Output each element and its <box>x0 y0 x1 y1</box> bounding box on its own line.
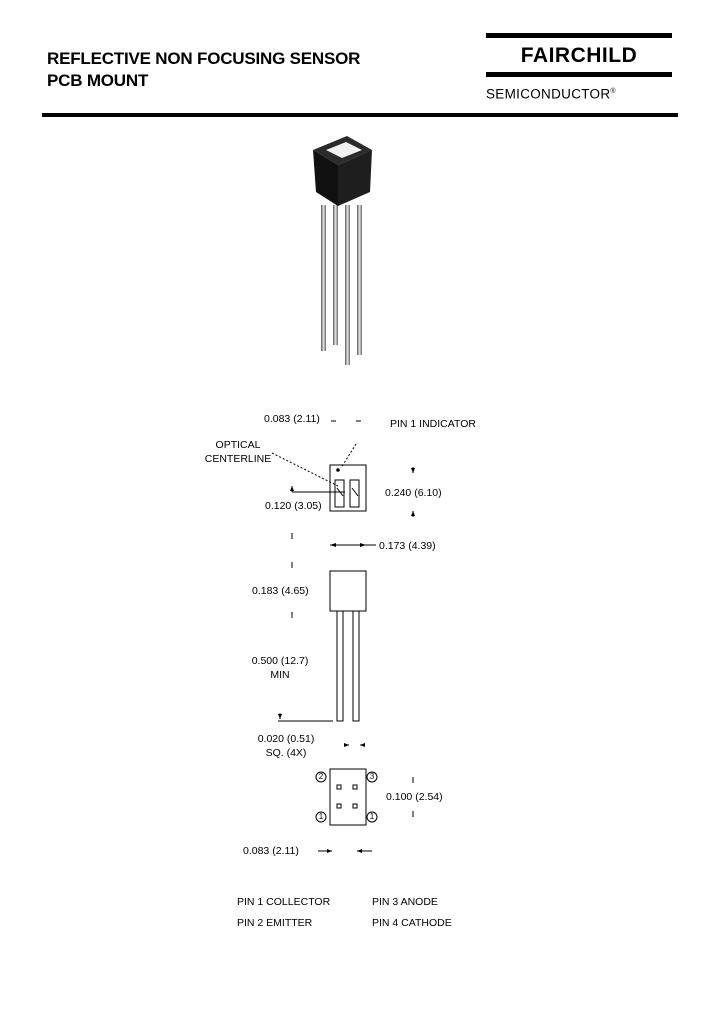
dim-body-length: 0.240 (6.10) <box>385 487 442 499</box>
pin-marker-br: 1 <box>369 812 375 821</box>
pin1-assignment: PIN 1 COLLECTOR <box>237 896 331 908</box>
logo-subtitle-text: SEMICONDUCTOR <box>486 86 611 102</box>
optical-leader <box>272 453 338 486</box>
pin3-assignment: PIN 3 ANODE <box>372 896 438 908</box>
side-view-lead-1 <box>337 611 343 721</box>
optical-label-line2: CENTERLINE <box>204 453 272 465</box>
arrow-head-length-top <box>411 468 415 473</box>
window-diagonal-2 <box>352 488 358 496</box>
side-view-body <box>330 571 366 611</box>
pin-marker-bl: 1 <box>318 812 324 821</box>
lead-square-2 <box>353 785 357 789</box>
document-title-line2: PCB MOUNT <box>47 71 149 90</box>
dim-top-width: 0.083 (2.11) <box>264 413 320 425</box>
top-view-emitter-window <box>335 480 344 507</box>
arrow-head-optical <box>290 486 294 491</box>
logo-wordmark: FAIRCHILD <box>520 44 638 67</box>
lead-square-1 <box>337 785 341 789</box>
arrow-head-length-bottom <box>411 511 415 516</box>
lead-photo-1 <box>321 205 326 351</box>
dim-lead-pitch: 0.100 (2.54) <box>386 791 443 803</box>
pin4-assignment: PIN 4 CATHODE <box>372 917 452 929</box>
pin1-leader <box>341 444 356 468</box>
pin-marker-tr: 3 <box>369 772 375 781</box>
dimension-arrows <box>280 421 413 851</box>
dim-lead-size-line2: SQ. (4X) <box>265 747 307 759</box>
lead-square-3 <box>337 804 341 808</box>
arrow-head-spacing-right <box>357 849 362 853</box>
dim-body-width: 0.173 (4.39) <box>379 540 436 552</box>
dim-lead-length-line2: MIN <box>270 669 290 681</box>
side-view-lead-2 <box>353 611 359 721</box>
optical-label-line1: OPTICAL <box>215 439 261 451</box>
logo-registered-mark: ® <box>610 88 616 95</box>
arrow-head-width-left <box>330 543 336 547</box>
dim-lead-length-line1: 0.500 (12.7) <box>251 655 309 667</box>
lead-photo-4 <box>357 205 362 355</box>
dim-lead-spacing: 0.083 (2.11) <box>243 845 299 857</box>
bottom-view-body <box>330 769 366 825</box>
top-view-detector-window <box>350 480 359 507</box>
arrow-head-lead-length <box>278 714 282 719</box>
arrow-head-lead-right <box>360 743 365 747</box>
document-title-line1: REFLECTIVE NON FOCUSING SENSOR <box>47 49 361 68</box>
pin1-dot <box>337 469 340 472</box>
dim-lead-size-line1: 0.020 (0.51) <box>257 733 315 745</box>
arrow-head-width-right <box>360 543 366 547</box>
pin2-assignment: PIN 2 EMITTER <box>237 917 313 929</box>
pin1-indicator-label: PIN 1 INDICATOR <box>390 418 476 430</box>
lead-photo-3 <box>345 205 350 365</box>
arrow-head-spacing-left <box>327 849 332 853</box>
lead-square-4 <box>353 804 357 808</box>
dim-body-height: 0.183 (4.65) <box>252 585 309 597</box>
dim-optical-offset: 0.120 (3.05) <box>265 500 322 512</box>
sensor-photo <box>313 136 372 365</box>
pin-marker-tl: 2 <box>318 772 324 781</box>
lead-photo-2 <box>333 205 338 345</box>
arrow-head-lead-left <box>344 743 349 747</box>
